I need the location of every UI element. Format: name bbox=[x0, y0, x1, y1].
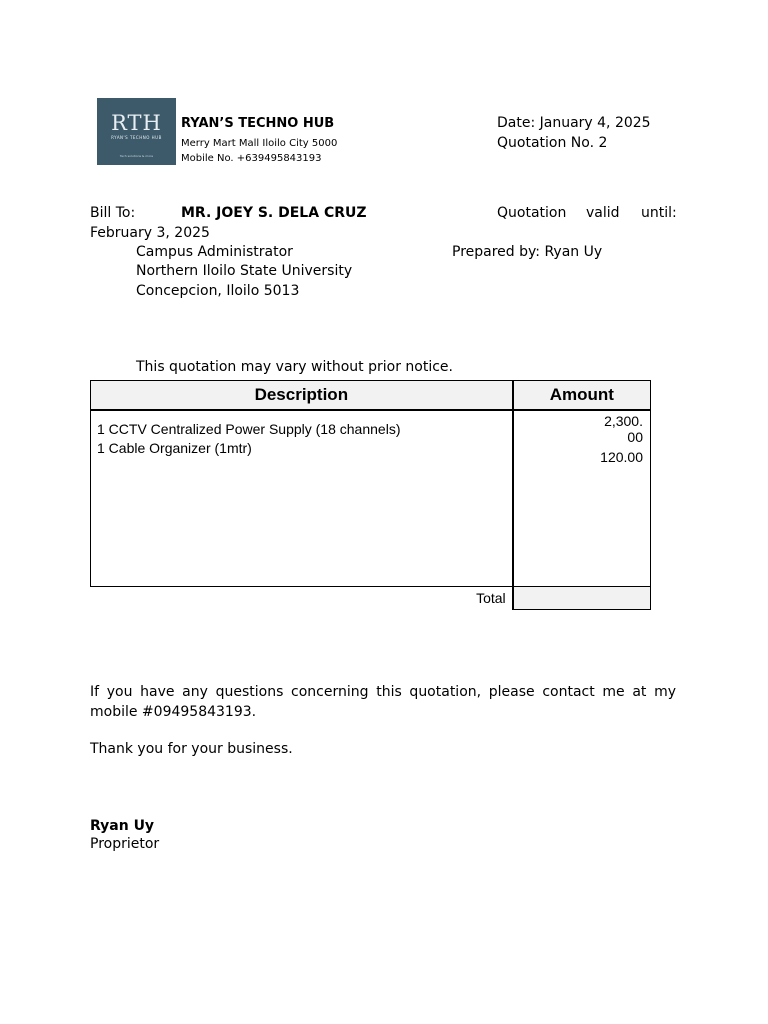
table-total-row bbox=[91, 587, 651, 610]
company-logo bbox=[97, 98, 176, 165]
item-amount: 2,300.00 bbox=[604, 413, 643, 445]
item-description: 1 Cable Organizer (1mtr) bbox=[97, 440, 252, 456]
client-title: Campus Administrator bbox=[136, 244, 293, 260]
table-header-row bbox=[91, 381, 651, 411]
quotation-number: Quotation No. 2 bbox=[497, 135, 608, 151]
item-description: 1 CCTV Centralized Power Supply (18 channels) bbox=[97, 421, 401, 437]
logo-text: RTH bbox=[111, 111, 162, 135]
total-label: Total bbox=[476, 590, 506, 606]
client-organization: Northern Iloilo State University bbox=[136, 263, 353, 279]
column-header-description: Description bbox=[91, 381, 513, 411]
validity-date: February 3, 2025 bbox=[90, 225, 210, 241]
amount-cell bbox=[513, 410, 651, 587]
bill-to-label: Bill To: bbox=[90, 205, 136, 221]
quotation-date: Date: January 4, 2025 bbox=[497, 115, 651, 131]
company-name: RYAN’S TECHNO HUB bbox=[181, 116, 335, 131]
prepared-by: Prepared by: Ryan Uy bbox=[452, 244, 603, 260]
signatory-name: Ryan Uy bbox=[90, 818, 155, 834]
company-mobile: Mobile No. +639495843193 bbox=[181, 153, 322, 164]
client-location: Concepcion, Iloilo 5013 bbox=[136, 283, 300, 299]
description-cell bbox=[91, 410, 513, 587]
logo-subtext: RYAN'S TECHNO HUB bbox=[111, 135, 162, 140]
thank-you-text: Thank you for your business. bbox=[90, 741, 293, 757]
item-amount: 120.00 bbox=[600, 449, 643, 465]
client-name: MR. JOEY S. DELA CRUZ bbox=[181, 205, 367, 221]
column-header-amount: Amount bbox=[513, 381, 651, 411]
validity-word-3: until: bbox=[641, 205, 677, 221]
table-body-row bbox=[91, 410, 651, 587]
contact-paragraph: If you have any questions concerning this quotation, please contact me at my mobile #09495843193. bbox=[90, 684, 676, 720]
validity-word-1: Quotation bbox=[497, 205, 567, 221]
validity-word-2: valid bbox=[586, 205, 620, 221]
company-address: Merry Mart Mall Iloilo City 5000 bbox=[181, 138, 338, 149]
notice-text: This quotation may vary without prior notice. bbox=[136, 359, 453, 375]
total-value bbox=[513, 587, 651, 610]
logo-tagline: Tech solutions & more bbox=[119, 154, 154, 158]
quotation-table bbox=[90, 380, 651, 610]
signatory-title: Proprietor bbox=[90, 836, 160, 852]
